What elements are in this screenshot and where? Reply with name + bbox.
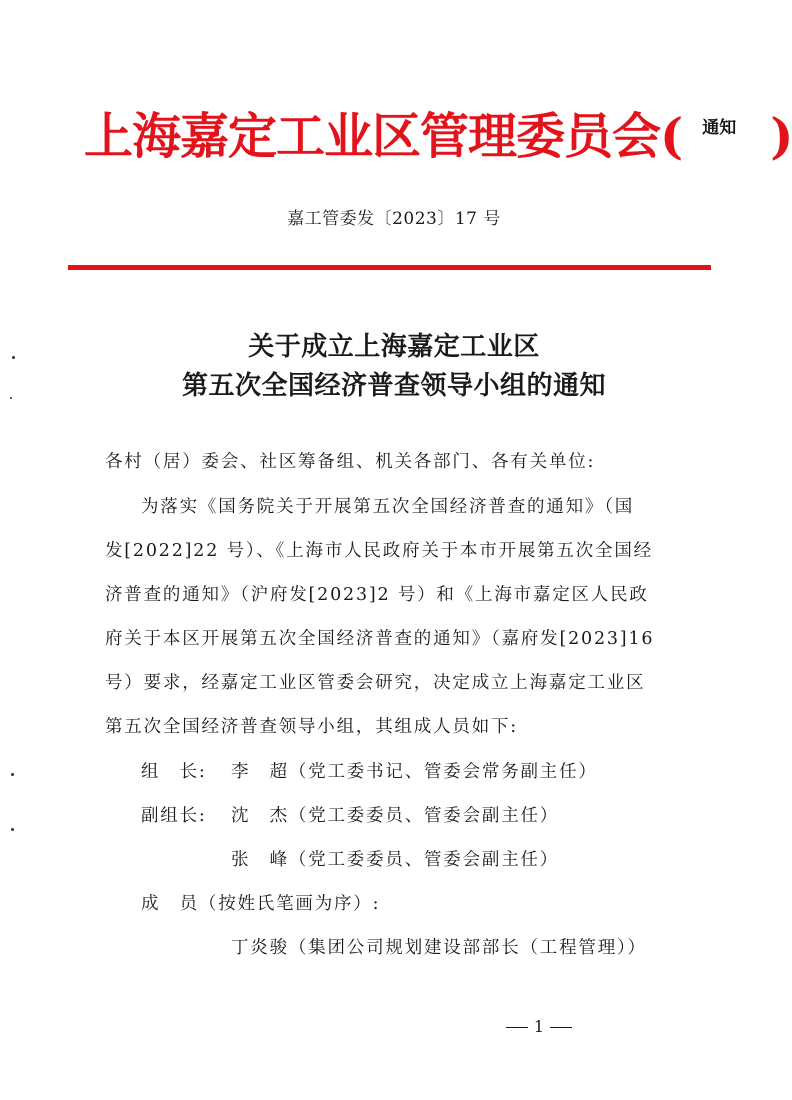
paragraph-line: 济普查的通知》（沪府发[2023]2 号）和《上海市嘉定区人民政: [105, 585, 649, 605]
letterhead-title: [84, 88, 792, 168]
org-name: 上海嘉定工业区管理委员会: [84, 107, 661, 165]
leader-entry: 李 超（党工委书记、管委会常务副主任）: [231, 762, 598, 782]
scan-speck: [11, 773, 14, 776]
scan-speck: [11, 828, 14, 831]
close-paren: ): [770, 107, 792, 165]
document-title-line-2: 第五次全国经济普查领导小组的通知: [181, 371, 606, 401]
deputy-role: 副组长:: [141, 806, 207, 826]
page-dash-right: [550, 1027, 572, 1028]
document-number: 嘉工管委发〔2023〕17 号: [287, 209, 501, 229]
salutation: 各村（居）委会、社区筹备组、机关各部门、各有关单位:: [105, 452, 596, 472]
paragraph-line: 号）要求，经嘉定工业区管委会研究，决定成立上海嘉定工业区: [105, 673, 646, 693]
scan-speck: [12, 356, 15, 359]
paragraph-line: 府关于本区开展第五次全国经济普查的通知》（嘉府发[2023]16: [105, 629, 655, 649]
scan-speck: [10, 397, 12, 399]
paragraph-line: 发[2022]22 号）、《上海市人民政府关于本市开展第五次全国经: [105, 541, 653, 561]
open-paren: (: [660, 107, 683, 165]
member-entry: 丁炎骏（集团公司规划建设部部长（工程管理））: [231, 938, 647, 958]
doc-type: 通知: [702, 118, 737, 138]
deputy-entry: 沈 杰（党工委委员、管委会副主任）: [231, 806, 560, 826]
members-role: 成 员（按姓氏笔画为序）:: [141, 894, 381, 914]
red-separator-line: [68, 265, 711, 270]
page-dash-left: [506, 1027, 528, 1028]
page-number: [0, 1015, 788, 1039]
document-title-line-1: 关于成立上海嘉定工业区: [248, 332, 540, 362]
leader-role: 组 长:: [141, 762, 207, 782]
page-number-value: 1: [533, 1017, 545, 1036]
paragraph-line: 为落实《国务院关于开展第五次全国经济普查的通知》（国: [141, 497, 635, 517]
paragraph-line: 第五次全国经济普查领导小组，其组成人员如下:: [105, 717, 518, 737]
deputy-entry: 张 峰（党工委委员、管委会副主任）: [231, 850, 560, 870]
